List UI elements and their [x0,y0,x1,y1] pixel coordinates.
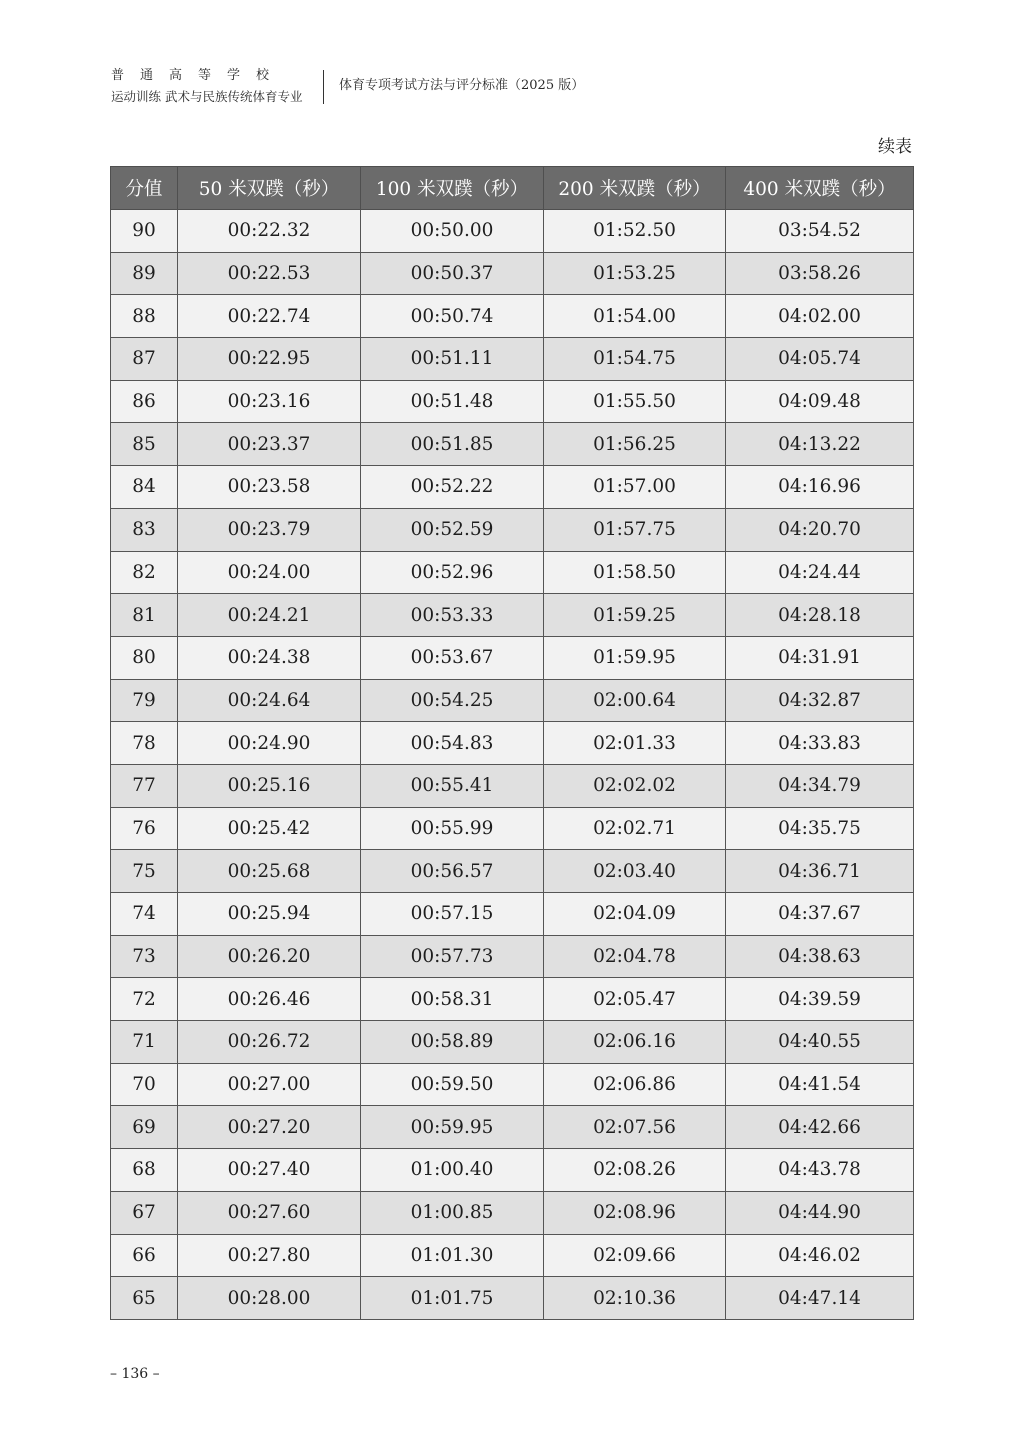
cell-400m-time: 04:20.70 [726,508,914,551]
cell-100m-time: 00:50.37 [361,252,544,295]
cell-50m-time: 00:23.79 [178,508,361,551]
cell-100m-time: 00:52.96 [361,551,544,594]
table-row [111,893,914,936]
cell-100m-time: 00:50.74 [361,295,544,338]
cell-100m-time: 00:56.57 [361,850,544,893]
cell-200m-time: 01:55.50 [544,380,726,423]
cell-100m-time: 00:59.95 [361,1106,544,1149]
cell-50m-time: 00:22.74 [178,295,361,338]
cell-score: 90 [111,210,178,253]
cell-400m-time: 04:44.90 [726,1191,914,1234]
cell-400m-time: 04:41.54 [726,1063,914,1106]
cell-100m-time: 00:54.25 [361,679,544,722]
column-header-50m: 50 米双蹼（秒） [178,167,361,210]
cell-400m-time: 04:32.87 [726,679,914,722]
cell-score: 65 [111,1277,178,1320]
cell-50m-time: 00:25.16 [178,764,361,807]
cell-50m-time: 00:22.32 [178,210,361,253]
cell-400m-time: 04:28.18 [726,594,914,637]
column-header-score: 分值 [111,167,178,210]
cell-200m-time: 02:06.86 [544,1063,726,1106]
cell-score: 83 [111,508,178,551]
cell-score: 69 [111,1106,178,1149]
cell-score: 70 [111,1063,178,1106]
cell-score: 66 [111,1234,178,1277]
cell-400m-time: 04:38.63 [726,935,914,978]
cell-400m-time: 04:33.83 [726,722,914,765]
cell-100m-time: 00:55.99 [361,807,544,850]
cell-200m-time: 02:06.16 [544,1021,726,1064]
cell-200m-time: 01:54.00 [544,295,726,338]
table-row [111,338,914,381]
table-row [111,1149,914,1192]
cell-score: 87 [111,338,178,381]
column-header-200m: 200 米双蹼（秒） [544,167,726,210]
cell-50m-time: 00:24.90 [178,722,361,765]
cell-100m-time: 00:58.89 [361,1021,544,1064]
table-row [111,1277,914,1320]
cell-100m-time: 01:01.30 [361,1234,544,1277]
column-header-100m: 100 米双蹼（秒） [361,167,544,210]
table-row [111,423,914,466]
cell-50m-time: 00:22.53 [178,252,361,295]
cell-50m-time: 00:26.46 [178,978,361,1021]
table-row [111,935,914,978]
table-row [111,679,914,722]
cell-200m-time: 02:04.09 [544,893,726,936]
cell-100m-time: 00:51.48 [361,380,544,423]
cell-score: 71 [111,1021,178,1064]
cell-200m-time: 01:56.25 [544,423,726,466]
cell-400m-time: 04:43.78 [726,1149,914,1192]
cell-score: 75 [111,850,178,893]
cell-100m-time: 00:57.15 [361,893,544,936]
cell-100m-time: 01:00.85 [361,1191,544,1234]
cell-400m-time: 04:24.44 [726,551,914,594]
cell-score: 88 [111,295,178,338]
header-document-title: 体育专项考试方法与评分标准（2025 版） [339,78,585,93]
cell-100m-time: 01:01.75 [361,1277,544,1320]
cell-200m-time: 01:59.25 [544,594,726,637]
cell-50m-time: 00:23.58 [178,466,361,509]
cell-200m-time: 01:59.95 [544,636,726,679]
cell-score: 82 [111,551,178,594]
cell-100m-time: 01:00.40 [361,1149,544,1192]
cell-50m-time: 00:27.00 [178,1063,361,1106]
cell-200m-time: 02:02.02 [544,764,726,807]
table-row [111,508,914,551]
cell-400m-time: 04:36.71 [726,850,914,893]
cell-100m-time: 00:51.85 [361,423,544,466]
cell-score: 74 [111,893,178,936]
table-row [111,807,914,850]
header-school-type: 普通高等学校 [111,68,286,83]
cell-400m-time: 04:39.59 [726,978,914,1021]
table-row [111,764,914,807]
cell-400m-time: 04:47.14 [726,1277,914,1320]
table-row [111,466,914,509]
cell-100m-time: 00:58.31 [361,978,544,1021]
table-row [111,850,914,893]
cell-score: 81 [111,594,178,637]
cell-400m-time: 03:58.26 [726,252,914,295]
cell-400m-time: 04:46.02 [726,1234,914,1277]
cell-100m-time: 00:55.41 [361,764,544,807]
cell-400m-time: 04:09.48 [726,380,914,423]
cell-200m-time: 02:00.64 [544,679,726,722]
table-row [111,551,914,594]
cell-400m-time: 04:37.67 [726,893,914,936]
cell-50m-time: 00:25.94 [178,893,361,936]
cell-400m-time: 04:42.66 [726,1106,914,1149]
cell-score: 80 [111,636,178,679]
cell-score: 72 [111,978,178,1021]
cell-200m-time: 02:09.66 [544,1234,726,1277]
cell-200m-time: 02:07.56 [544,1106,726,1149]
cell-100m-time: 00:54.83 [361,722,544,765]
cell-200m-time: 02:08.26 [544,1149,726,1192]
page-number: – 136 – [110,1366,160,1382]
cell-50m-time: 00:25.68 [178,850,361,893]
table-body [111,210,914,1320]
cell-50m-time: 00:27.20 [178,1106,361,1149]
cell-400m-time: 04:31.91 [726,636,914,679]
cell-50m-time: 00:22.95 [178,338,361,381]
cell-50m-time: 00:24.21 [178,594,361,637]
table-row [111,722,914,765]
table-header [111,167,914,210]
cell-200m-time: 01:58.50 [544,551,726,594]
cell-200m-time: 02:02.71 [544,807,726,850]
cell-200m-time: 02:03.40 [544,850,726,893]
cell-50m-time: 00:27.80 [178,1234,361,1277]
table-row [111,1191,914,1234]
cell-50m-time: 00:23.37 [178,423,361,466]
table-row [111,252,914,295]
cell-200m-time: 01:57.00 [544,466,726,509]
cell-score: 85 [111,423,178,466]
cell-score: 68 [111,1149,178,1192]
cell-score: 76 [111,807,178,850]
header-divider [323,70,324,104]
cell-200m-time: 01:54.75 [544,338,726,381]
table-row [111,978,914,1021]
cell-50m-time: 00:24.38 [178,636,361,679]
table-row [111,1021,914,1064]
cell-400m-time: 04:16.96 [726,466,914,509]
cell-400m-time: 04:35.75 [726,807,914,850]
table-row [111,594,914,637]
cell-50m-time: 00:24.00 [178,551,361,594]
cell-100m-time: 00:53.33 [361,594,544,637]
cell-50m-time: 00:23.16 [178,380,361,423]
table-row [111,1106,914,1149]
cell-400m-time: 04:02.00 [726,295,914,338]
cell-score: 73 [111,935,178,978]
table-header-row [111,167,914,210]
continued-table-label: 续表 [878,137,912,157]
column-header-400m: 400 米双蹼（秒） [726,167,914,210]
table-row [111,1063,914,1106]
cell-50m-time: 00:28.00 [178,1277,361,1320]
cell-100m-time: 00:57.73 [361,935,544,978]
table-row [111,295,914,338]
table-row [111,1234,914,1277]
cell-score: 77 [111,764,178,807]
cell-50m-time: 00:27.60 [178,1191,361,1234]
cell-score: 86 [111,380,178,423]
cell-200m-time: 01:57.75 [544,508,726,551]
cell-50m-time: 00:25.42 [178,807,361,850]
cell-200m-time: 02:08.96 [544,1191,726,1234]
cell-score: 89 [111,252,178,295]
cell-100m-time: 00:59.50 [361,1063,544,1106]
cell-200m-time: 02:01.33 [544,722,726,765]
cell-100m-time: 00:50.00 [361,210,544,253]
cell-50m-time: 00:26.20 [178,935,361,978]
cell-50m-time: 00:26.72 [178,1021,361,1064]
cell-50m-time: 00:24.64 [178,679,361,722]
cell-100m-time: 00:52.59 [361,508,544,551]
cell-100m-time: 00:53.67 [361,636,544,679]
cell-50m-time: 00:27.40 [178,1149,361,1192]
cell-200m-time: 02:10.36 [544,1277,726,1320]
cell-score: 79 [111,679,178,722]
cell-score: 67 [111,1191,178,1234]
running-header-left [111,66,315,106]
cell-200m-time: 02:05.47 [544,978,726,1021]
table-row [111,210,914,253]
cell-200m-time: 02:04.78 [544,935,726,978]
table-row [111,636,914,679]
cell-200m-time: 01:52.50 [544,210,726,253]
cell-score: 84 [111,466,178,509]
cell-100m-time: 00:51.11 [361,338,544,381]
cell-400m-time: 04:34.79 [726,764,914,807]
cell-400m-time: 04:40.55 [726,1021,914,1064]
table-row [111,380,914,423]
score-table [110,166,914,1320]
header-major: 运动训练 武术与民族传统体育专业 [111,89,303,104]
cell-100m-time: 00:52.22 [361,466,544,509]
cell-score: 78 [111,722,178,765]
cell-400m-time: 04:05.74 [726,338,914,381]
cell-400m-time: 04:13.22 [726,423,914,466]
cell-200m-time: 01:53.25 [544,252,726,295]
cell-400m-time: 03:54.52 [726,210,914,253]
